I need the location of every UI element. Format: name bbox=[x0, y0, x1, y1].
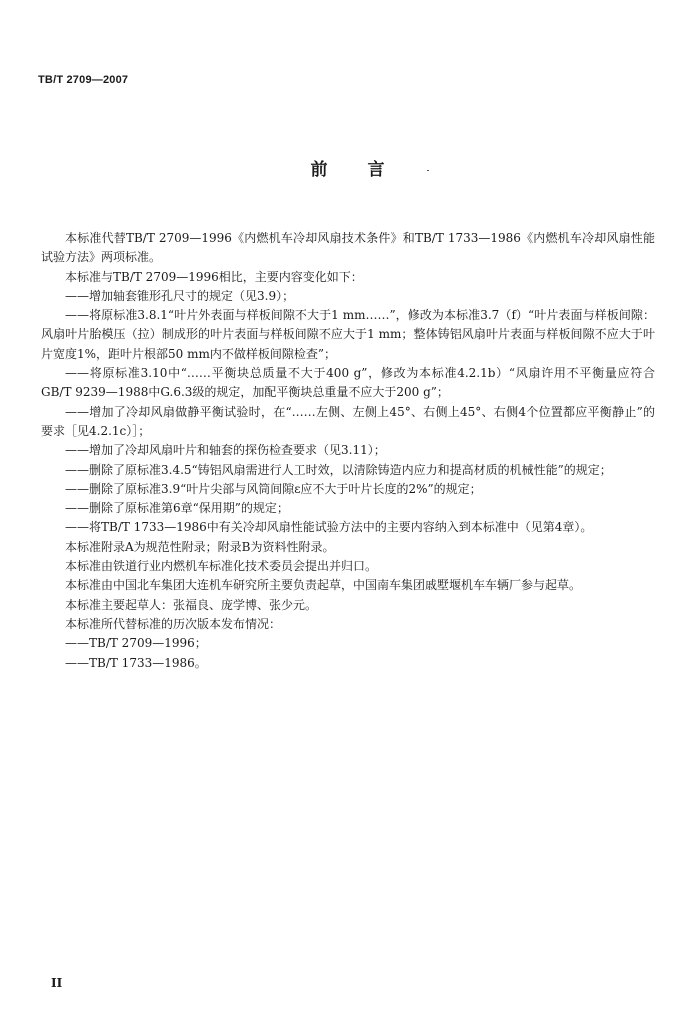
page-title: 前言 bbox=[310, 160, 425, 180]
paragraph-changes-intro: 本标准与TB/T 2709—1996相比，主要内容变化如下： bbox=[65, 269, 363, 284]
change-item: ——删除了原标准3.4.5“铸铝风扇需进行人工时效，以清除铸造内应力和提高材质的机械性能”的规定； bbox=[65, 462, 612, 477]
change-item: ——增加了冷却风扇叶片和轴套的探伤检查要求（见3.11）； bbox=[65, 443, 386, 458]
history-item: ——TB/T 2709—1996； bbox=[65, 636, 207, 651]
paragraph-proposer: 本标准由铁道行业内燃机车标准化技术委员会提出并归口。 bbox=[65, 559, 378, 574]
change-item: ——删除了原标准3.9“叶片尖部与风筒间隙ε应不大于叶片长度的2%”的规定； bbox=[65, 481, 482, 496]
paragraph-annexes: 本标准附录A为规范性附录；附录B为资料性附录。 bbox=[65, 539, 335, 554]
paragraph-drafters: 本标准主要起草人：张福良、庞学博、张少元。 bbox=[65, 597, 318, 612]
scan-speck bbox=[427, 170, 429, 171]
change-item: ——将原标准3.10中“……平衡块总质量不大于400 g”，修改为本标准4.2.1b）“风扇许用不平衡量应符合GB/T 9239—1988中G.6.3级的规定，加配平衡块总重量不应大于200 g”； bbox=[41, 366, 655, 400]
paragraph-replaces: 本标准代替TB/T 2709—1996《内燃机车冷却风扇技术条件》和TB/T 1733—1986《内燃机车冷却风扇性能试验方法》两项标准。 bbox=[41, 231, 655, 265]
change-item: ——增加了冷却风扇做静平衡试验时，在“……左侧、左侧上45°、右侧上45°、右侧4个位置都应平衡静止”的要求［见4.2.1c）］； bbox=[41, 404, 655, 438]
page-number: II bbox=[51, 976, 63, 990]
standard-code: TB/T 2709—2007 bbox=[38, 74, 129, 86]
foreword-body bbox=[41, 229, 655, 673]
history-item: ——TB/T 1733—1986。 bbox=[65, 655, 207, 670]
change-item: ——将原标准3.8.1“叶片外表面与样板间隙不大于1 mm……”，修改为本标准3.7（f）“叶片表面与样板间隙：风扇叶片胎模压（拉）制成形的叶片表面与样板间隙不应大于1 mm；整体铸铝风扇叶片表面与样板间隙不应大于叶片宽度1%，距叶片根部50 mm内不做样板间隙检查”； bbox=[41, 308, 655, 361]
change-item: ——将TB/T 1733—1986中有关冷却风扇性能试验方法中的主要内容纳入到本标准中（见第4章）。 bbox=[65, 520, 593, 535]
paragraph-history-intro: 本标准所代替标准的历次版本发布情况： bbox=[65, 616, 282, 631]
change-item: ——增加轴套锥形孔尺寸的规定（见3.9）； bbox=[65, 288, 295, 303]
paragraph-drafting-units: 本标准由中国北车集团大连机车研究所主要负责起草，中国南车集团戚墅堰机车车辆厂参与起草。 bbox=[65, 578, 582, 593]
change-item: ——删除了原标准第6章“保用期”的规定； bbox=[65, 501, 289, 516]
